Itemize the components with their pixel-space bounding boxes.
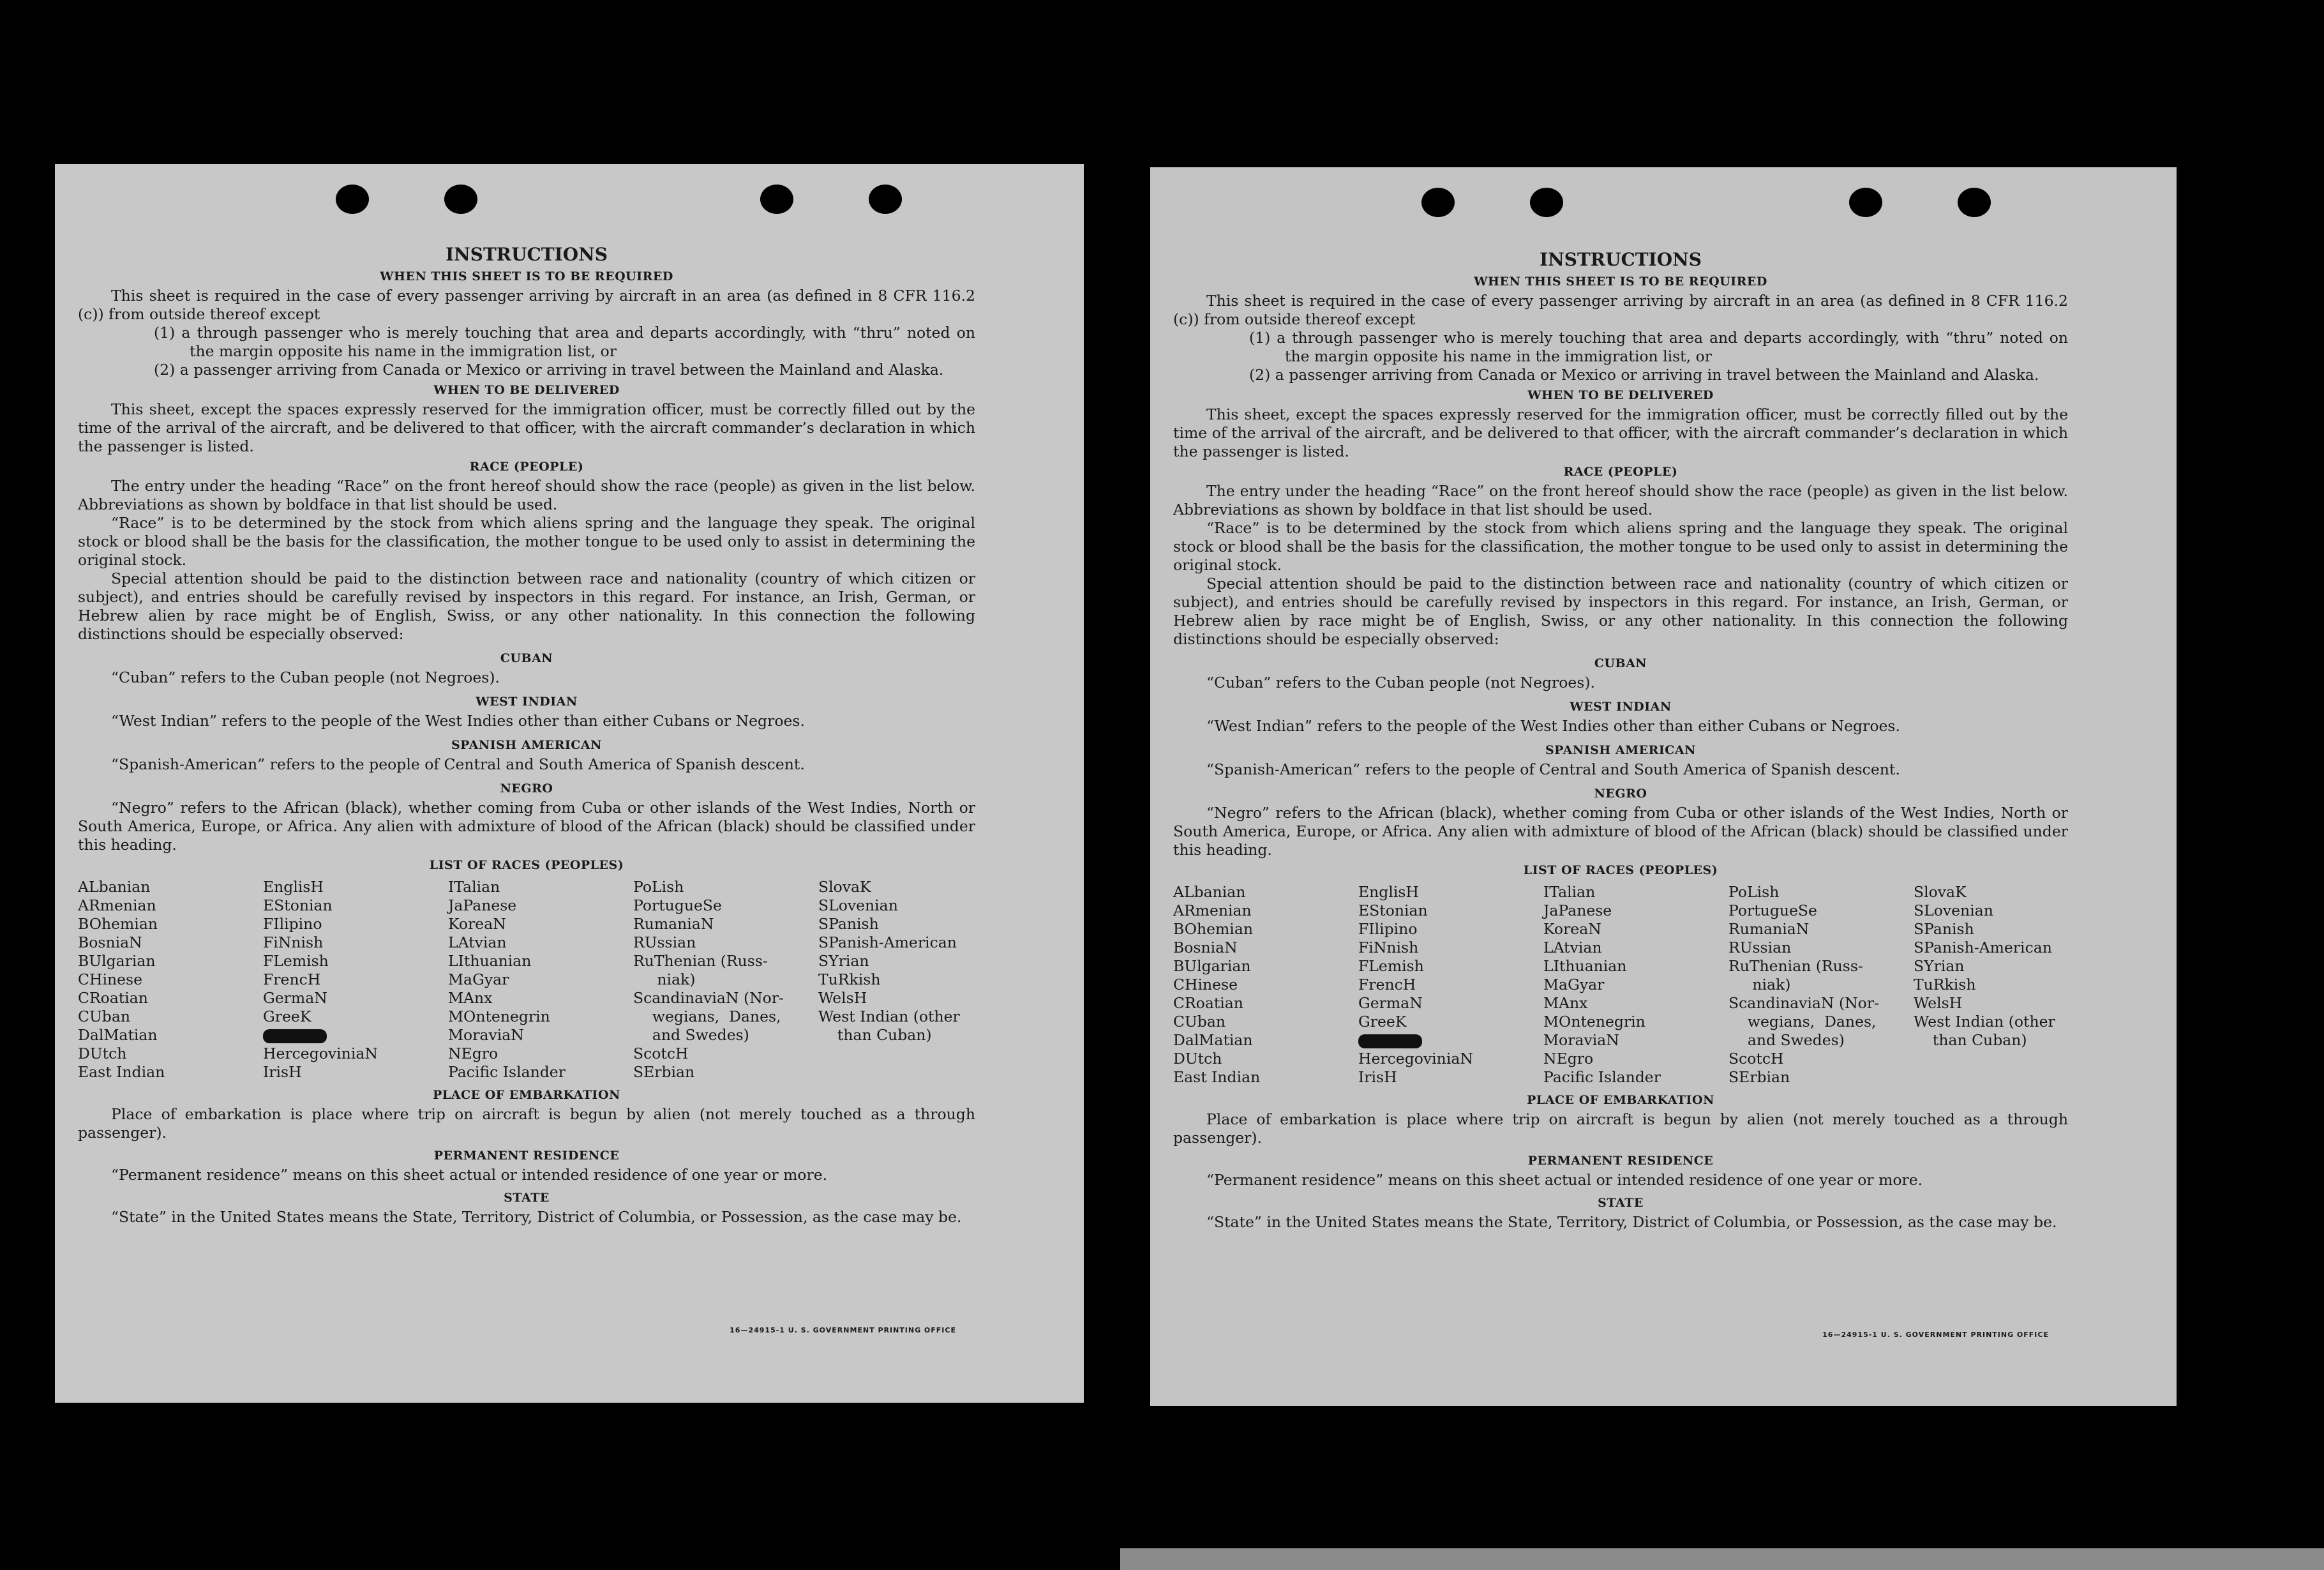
document-page-right — [1150, 167, 2177, 1406]
punch-hole — [336, 185, 369, 214]
heading-when-delivered: WHEN TO BE DELIVERED — [433, 383, 620, 397]
paragraph-residence: “Permanent residence” means on this sheet actual or intended residence of one year or more. — [111, 1166, 828, 1184]
race-entry: DalMatian — [1173, 1031, 1253, 1049]
race-entry: SLovenian — [818, 896, 898, 914]
race-entry: FIlipino — [1358, 920, 1418, 938]
race-entry: EStonian — [1358, 902, 1428, 919]
race-entry: PortugueSe — [1728, 902, 1817, 919]
race-entry: LIthuanian — [1543, 957, 1627, 975]
paragraph-delivered: This sheet, except the spaces expressly reserved for the immigration officer, must be correctly filled out by the time of the arrival of the aircraft, and be delivered to that officer, with the aircraft commander’s declaration in which the passenger is listed. — [1173, 405, 2068, 460]
race-entry: SlovaK — [1914, 883, 1967, 901]
race-entry: JaPanese — [1543, 902, 1612, 919]
races-column-3 — [448, 878, 633, 1082]
race-entry: LAtvian — [1543, 939, 1602, 956]
race-entry: BOhemian — [1173, 920, 1253, 938]
heading-list-of-races: LIST OF RACES (PEOPLES) — [1523, 863, 1718, 877]
heading-when-required: WHEN THIS SHEET IS TO BE REQUIRED — [380, 269, 673, 283]
paragraph-race-1: The entry under the heading “Race” on the front hereof should show the race (people) as given in the list below. Abbreviations as shown by boldface in that list should be used. — [78, 477, 975, 513]
heading-residence: PERMANENT RESIDENCE — [1527, 1154, 1714, 1168]
race-entry: MaGyar — [448, 970, 509, 988]
races-column-1 — [1173, 883, 1358, 1087]
race-entry: ScotcH — [1728, 1050, 1784, 1068]
race-entry: BUlgarian — [78, 952, 156, 970]
races-column-5 — [1914, 883, 2099, 1087]
race-entry: than Cuban) — [818, 1026, 932, 1044]
race-entry: CHinese — [78, 970, 142, 988]
heading-when-delivered: WHEN TO BE DELIVERED — [1527, 388, 1714, 402]
race-entry: DUtch — [1173, 1050, 1222, 1068]
paragraph-race-1: The entry under the heading “Race” on the front hereof should show the race (people) as given in the list below. Abbreviations as shown by boldface in that list should be used. — [1173, 482, 2068, 518]
printer-footer: 16—24915-1 U. S. GOVERNMENT PRINTING OFFICE — [1822, 1331, 2049, 1339]
race-entry: ALbanian — [78, 878, 151, 896]
race-entry: RUssian — [633, 933, 696, 951]
race-entry: MAnx — [1543, 994, 1588, 1012]
heading-when-required: WHEN THIS SHEET IS TO BE REQUIRED — [1474, 275, 1767, 289]
race-entry: BUlgarian — [1173, 957, 1251, 975]
race-entry: East Indian — [1173, 1068, 1261, 1086]
paragraph-race-2: “Race” is to be determined by the stock from which aliens spring and the language they speak. The original stock or blood shall be the basis for the classification, the mother tongue to be used only to assist in determining the original stock. — [1173, 519, 2068, 574]
race-entry: SPanish-American — [818, 933, 957, 951]
race-entry: EnglisH — [1358, 883, 1419, 901]
race-entry: CRoatian — [1173, 994, 1243, 1012]
race-entry: MAnx — [448, 989, 493, 1007]
race-entry: niak) — [1728, 976, 1791, 993]
paragraph-west-indian: “West Indian” refers to the people of the West Indies other than either Cubans or Negroes. — [1206, 717, 1900, 735]
races-column-2 — [263, 878, 448, 1082]
race-entry: SlovaK — [818, 878, 871, 896]
paragraph-spanish-american: “Spanish-American” refers to the people of Central and South America of Spanish descent. — [111, 755, 805, 773]
races-column-5 — [818, 878, 1003, 1082]
list-item-1: (1) a through passenger who is merely touching that area and departs accordingly, with “thru” noted on the margin opposite his name in the immigration list, or — [1249, 329, 2068, 365]
punch-hole — [444, 185, 477, 214]
race-entry: CUban — [78, 1008, 130, 1025]
heading-cuban: CUBAN — [500, 651, 553, 665]
punch-hole — [760, 185, 793, 214]
race-entry: SYrian — [1914, 957, 1965, 975]
race-entry: and Swedes) — [633, 1026, 749, 1044]
heading-state: STATE — [1598, 1196, 1644, 1210]
race-entry: EStonian — [263, 896, 333, 914]
race-entry: FrencH — [263, 970, 321, 988]
paragraph-race-3: Special attention should be paid to the distinction between race and nationality (country of which citizen or subject), and entries should be carefully revised by inspectors in this regard. For instance, an Irish, German, or Hebrew alien by race might be of English, Swiss, or any other nationality. In this connection the following distinctions should be especially observed: — [1173, 575, 2068, 648]
race-entry: HercegoviniaN — [1358, 1050, 1473, 1068]
race-entry: CUban — [1173, 1013, 1226, 1030]
race-entry: FiNnish — [263, 933, 324, 951]
race-entry: FLemish — [1358, 957, 1424, 975]
heading-negro: NEGRO — [500, 781, 553, 796]
race-entry: ITalian — [1543, 883, 1596, 901]
race-entry: TuRkish — [1914, 976, 1976, 993]
race-entry: LIthuanian — [448, 952, 532, 970]
heading-spanish-american: SPANISH AMERICAN — [451, 738, 603, 752]
race-entry: PortugueSe — [633, 896, 722, 914]
redaction-mark — [1358, 1034, 1422, 1048]
race-entry: FiNnish — [1358, 939, 1419, 956]
race-entry: niak) — [633, 970, 696, 988]
race-entry: ScotcH — [633, 1045, 689, 1062]
race-entry: FIlipino — [263, 915, 322, 933]
race-entry: KoreaN — [448, 915, 506, 933]
document-page-left — [55, 164, 1084, 1403]
heading-spanish-american: SPANISH AMERICAN — [1545, 743, 1697, 757]
paragraph-state: “State” in the United States means the State, Territory, District of Columbia, or Possession, as the case may be. — [111, 1208, 962, 1226]
race-entry: Pacific Islander — [1543, 1068, 1661, 1086]
race-entry: SPanish — [1914, 920, 1974, 938]
race-entry: GermaN — [1358, 994, 1423, 1012]
heading-west-indian: WEST INDIAN — [476, 695, 578, 709]
race-entry: Pacific Islander — [448, 1063, 566, 1081]
page-title: INSTRUCTIONS — [1540, 249, 1702, 270]
paragraph-embarkation: Place of embarkation is place where trip on aircraft is begun by alien (not merely touched as a through passenger). — [78, 1105, 975, 1142]
paragraph-cuban: “Cuban” refers to the Cuban people (not Negroes). — [111, 668, 500, 686]
races-column-2 — [1358, 883, 1543, 1087]
printer-footer: 16—24915-1 U. S. GOVERNMENT PRINTING OFFICE — [730, 1326, 956, 1334]
race-entry: BOhemian — [78, 915, 158, 933]
race-entry: MoraviaN — [1543, 1031, 1619, 1049]
race-entry: SYrian — [818, 952, 869, 970]
paragraph-spanish-american: “Spanish-American” refers to the people of Central and South America of Spanish descent. — [1206, 760, 1900, 778]
race-entry: wegians, Danes, — [633, 1008, 781, 1025]
race-entry: ARmenian — [78, 896, 156, 914]
race-entry: IrisH — [263, 1063, 302, 1081]
paragraph-race-2: “Race” is to be determined by the stock from which aliens spring and the language they speak. The original stock or blood shall be the basis for the classification, the mother tongue to be used only to assist in determining the original stock. — [78, 514, 975, 569]
race-entry: East Indian — [78, 1063, 165, 1081]
heading-race: RACE (PEOPLE) — [469, 460, 584, 474]
paragraph-delivered: This sheet, except the spaces expressly reserved for the immigration officer, must be correctly filled out by the time of the arrival of the aircraft, and be delivered to that officer, with the aircraft commander’s declaration in which the passenger is listed. — [78, 400, 975, 455]
heading-west-indian: WEST INDIAN — [1570, 700, 1672, 714]
heading-embarkation: PLACE OF EMBARKATION — [1527, 1093, 1714, 1107]
race-entry: SErbian — [1728, 1068, 1790, 1086]
race-entry: BosniaN — [78, 933, 142, 951]
punch-hole — [1421, 188, 1455, 217]
paragraph-cuban: “Cuban” refers to the Cuban people (not Negroes). — [1206, 674, 1596, 691]
race-entry: ITalian — [448, 878, 500, 896]
race-entry: EnglisH — [263, 878, 324, 896]
race-entry: West Indian (other — [1914, 1013, 2055, 1030]
races-column-4 — [633, 878, 818, 1082]
race-entry: ARmenian — [1173, 902, 1252, 919]
redaction-mark — [263, 1029, 327, 1043]
race-entry: RUssian — [1728, 939, 1792, 956]
race-entry: SErbian — [633, 1063, 695, 1081]
punch-hole — [1849, 188, 1882, 217]
paragraph-state: “State” in the United States means the State, Territory, District of Columbia, or Possession, as the case may be. — [1206, 1213, 2057, 1231]
page-title: INSTRUCTIONS — [446, 244, 608, 265]
paragraph-required: This sheet is required in the case of every passenger arriving by aircraft in an area (as defined in 8 CFR 116.2 (c)) from outside thereof except — [1173, 292, 2068, 328]
race-entry: HercegoviniaN — [263, 1045, 378, 1062]
paragraph-embarkation: Place of embarkation is place where trip on aircraft is begun by alien (not merely touched as a through passenger). — [1173, 1110, 2068, 1147]
heading-residence: PERMANENT RESIDENCE — [433, 1149, 620, 1163]
race-entry: NEgro — [1543, 1050, 1594, 1068]
race-entry: FrencH — [1358, 976, 1416, 993]
heading-race: RACE (PEOPLE) — [1563, 465, 1678, 479]
race-entry: MOntenegrin — [1543, 1013, 1646, 1030]
race-entry: GreeK — [1358, 1013, 1407, 1030]
race-entry: GermaN — [263, 989, 327, 1007]
race-entry: PoLish — [1728, 883, 1780, 901]
race-entry: DUtch — [78, 1045, 127, 1062]
race-entry: WelsH — [1914, 994, 1963, 1012]
race-entry: DalMatian — [78, 1026, 158, 1044]
race-entry: PoLish — [633, 878, 684, 896]
race-entry: TuRkish — [818, 970, 881, 988]
race-entry: RuThenian (Russ- — [633, 952, 768, 970]
race-entry: SPanish — [818, 915, 879, 933]
heading-list-of-races: LIST OF RACES (PEOPLES) — [429, 858, 624, 872]
race-entry: SLovenian — [1914, 902, 1993, 919]
heading-state: STATE — [504, 1191, 550, 1205]
races-list — [1173, 883, 2068, 1087]
paragraph-required: This sheet is required in the case of every passenger arriving by aircraft in an area (as defined in 8 CFR 116.2 (c)) from outside thereof except — [78, 287, 975, 323]
heading-negro: NEGRO — [1594, 787, 1647, 801]
races-column-3 — [1543, 883, 1728, 1087]
races-column-1 — [78, 878, 263, 1082]
race-entry: RumaniaN — [1728, 920, 1810, 938]
punch-hole — [1958, 188, 1991, 217]
race-entry: LAtvian — [448, 933, 507, 951]
race-entry: wegians, Danes, — [1728, 1013, 1877, 1030]
paragraph-race-3: Special attention should be paid to the distinction between race and nationality (country of which citizen or subject), and entries should be carefully revised by inspectors in this regard. For instance, an Irish, German, or Hebrew alien by race might be of English, Swiss, or any other nationality. In this connection the following distinctions should be especially observed: — [78, 570, 975, 643]
race-entry: ALbanian — [1173, 883, 1246, 901]
paragraph-negro: “Negro” refers to the African (black), whether coming from Cuba or other islands of the West Indies, North or South America, Europe, or Africa. Any alien with admixture of blood of the African (black) should be classified under this heading. — [1173, 804, 2068, 859]
heading-cuban: CUBAN — [1594, 656, 1647, 670]
paragraph-negro: “Negro” refers to the African (black), whether coming from Cuba or other islands of the West Indies, North or South America, Europe, or Africa. Any alien with admixture of blood of the African (black) should be classified under this heading. — [78, 799, 975, 854]
instructions-content — [78, 244, 975, 1227]
race-entry: SPanish-American — [1914, 939, 2052, 956]
heading-embarkation: PLACE OF EMBARKATION — [433, 1088, 620, 1102]
race-entry: ScandinaviaN (Nor- — [1728, 994, 1879, 1012]
list-item-2: (2) a passenger arriving from Canada or Mexico or arriving in travel between the Mainland and Alaska. — [1249, 366, 2039, 384]
redacted-entry — [1358, 1031, 1543, 1050]
paragraph-west-indian: “West Indian” refers to the people of the West Indies other than either Cubans or Negroes. — [111, 712, 805, 730]
race-entry: MOntenegrin — [448, 1008, 550, 1025]
race-entry: GreeK — [263, 1008, 311, 1025]
race-entry: RumaniaN — [633, 915, 714, 933]
race-entry: CRoatian — [78, 989, 148, 1007]
race-entry: IrisH — [1358, 1068, 1397, 1086]
punch-hole — [1530, 188, 1563, 217]
paragraph-residence: “Permanent residence” means on this sheet actual or intended residence of one year or more. — [1206, 1171, 1923, 1189]
instructions-content — [1173, 249, 2068, 1232]
race-entry: RuThenian (Russ- — [1728, 957, 1863, 975]
races-list — [78, 878, 975, 1082]
race-entry: WelsH — [818, 989, 867, 1007]
race-entry: West Indian (other — [818, 1008, 960, 1025]
scan-edge-strip — [1120, 1548, 2324, 1570]
race-entry: CHinese — [1173, 976, 1238, 993]
race-entry: MoraviaN — [448, 1026, 524, 1044]
race-entry: than Cuban) — [1914, 1031, 2027, 1049]
race-entry: BosniaN — [1173, 939, 1238, 956]
list-item-1: (1) a through passenger who is merely touching that area and departs accordingly, with “thru” noted on the margin opposite his name in the immigration list, or — [154, 324, 975, 360]
race-entry: MaGyar — [1543, 976, 1605, 993]
race-entry: ScandinaviaN (Nor- — [633, 989, 784, 1007]
race-entry: JaPanese — [448, 896, 517, 914]
race-entry: KoreaN — [1543, 920, 1601, 938]
races-column-4 — [1728, 883, 1914, 1087]
race-entry: and Swedes) — [1728, 1031, 1845, 1049]
punch-hole — [869, 185, 902, 214]
race-entry: FLemish — [263, 952, 329, 970]
race-entry: NEgro — [448, 1045, 499, 1062]
list-item-2: (2) a passenger arriving from Canada or Mexico or arriving in travel between the Mainland and Alaska. — [154, 361, 944, 379]
redacted-entry — [263, 1026, 448, 1045]
